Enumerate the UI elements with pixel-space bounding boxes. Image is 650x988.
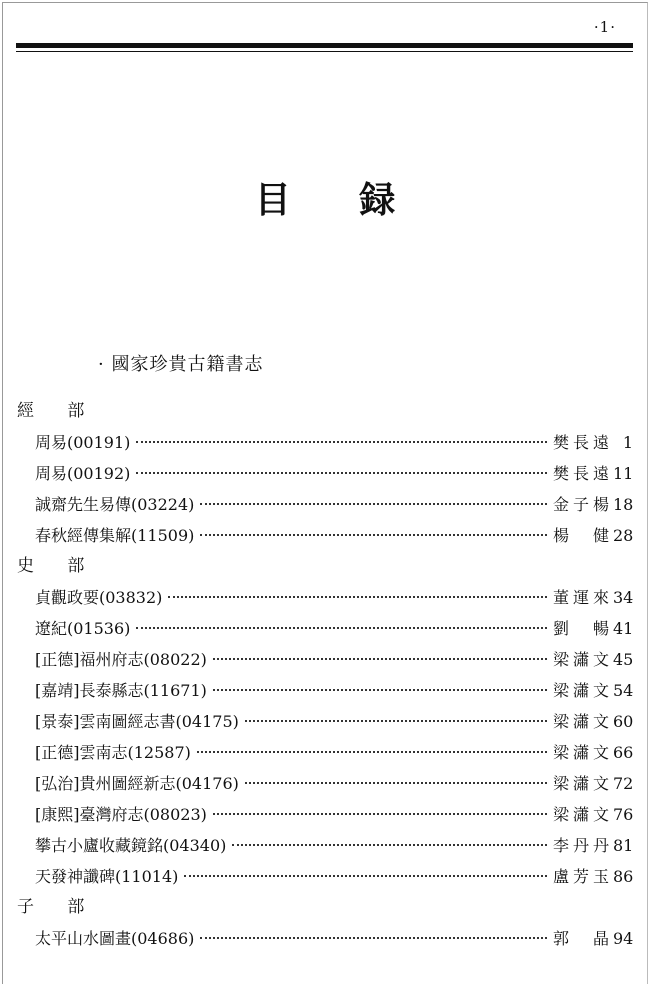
entry-page-number: 72: [613, 774, 634, 793]
entry-title: [正德]雲南志(12587): [35, 743, 191, 762]
toc-entry[interactable]: [0, 799, 650, 830]
table-of-contents: [0, 396, 650, 954]
section-heading: 經 部: [17, 401, 99, 421]
entry-title: 攀古小廬收藏鏡銘(04340): [35, 836, 227, 855]
entry-page-number: 86: [613, 867, 634, 886]
entry-title: [景泰]雲南圖經志書(04175): [35, 712, 239, 731]
entry-title: [弘治]貴州圖經新志(04176): [35, 774, 239, 793]
toc-entry[interactable]: [0, 737, 650, 768]
entry-title: 天發神讖碑(11014): [35, 867, 179, 886]
dot-leader: [136, 441, 547, 443]
dot-leader: [213, 689, 547, 691]
dot-leader: [213, 658, 547, 660]
entry-page-number: 18: [613, 495, 634, 514]
entry-title: [康熙]臺灣府志(08023): [35, 805, 207, 824]
toc-entry[interactable]: [0, 489, 650, 520]
entry-page-number: 45: [613, 650, 634, 669]
entry-author: 梁瀟文: [553, 681, 609, 700]
entry-author: 李丹丹: [553, 836, 609, 855]
page-title: 目 録: [254, 179, 424, 221]
entry-title: 春秋經傳集解(11509): [35, 526, 195, 545]
dot-leader: [136, 627, 547, 629]
entry-title: 太平山水圖畫(04686): [35, 929, 195, 948]
entry-page-number: 54: [613, 681, 634, 700]
entry-title: 遼紀(01536): [35, 619, 131, 638]
entry-author: 劉 暢: [553, 619, 609, 638]
toc-entry[interactable]: [0, 861, 650, 892]
entry-author: 樊長遠: [553, 433, 609, 452]
entry-author: 梁瀟文: [553, 774, 609, 793]
entry-author: 梁瀟文: [553, 805, 609, 824]
section-heading: 子 部: [17, 897, 99, 917]
entry-title: [正德]福州府志(08022): [35, 650, 207, 669]
entry-author: 金子楊: [553, 495, 609, 514]
toc-entry[interactable]: [0, 613, 650, 644]
dot-leader: [168, 596, 547, 598]
dot-leader: [213, 813, 547, 815]
entry-page-number: 60: [613, 712, 634, 731]
entry-page-number: 11: [613, 464, 634, 483]
entry-author: 梁瀟文: [553, 743, 609, 762]
entry-page-number: 81: [613, 836, 634, 855]
dot-leader: [200, 937, 547, 939]
toc-entry[interactable]: [0, 427, 650, 458]
entry-author: 楊 健: [553, 526, 609, 545]
toc-entry[interactable]: [0, 830, 650, 861]
toc-entry[interactable]: [0, 706, 650, 737]
entry-page-number: 41: [613, 619, 634, 638]
entry-page-number: 34: [613, 588, 634, 607]
dot-leader: [200, 534, 547, 536]
collection-title: · 國家珍貴古籍書志: [98, 354, 264, 375]
toc-entry[interactable]: [0, 768, 650, 799]
entry-title: 貞觀政要(03832): [35, 588, 163, 607]
entry-title: 周易(00191): [35, 433, 131, 452]
toc-entry[interactable]: [0, 923, 650, 954]
entry-page-number: 76: [613, 805, 634, 824]
header-rule-thick: [16, 43, 633, 48]
entry-author: 董運來: [553, 588, 609, 607]
dot-leader: [245, 782, 547, 784]
dot-leader: [197, 751, 547, 753]
section-heading: 史 部: [17, 556, 99, 576]
dot-leader: [136, 472, 547, 474]
entry-author: 樊長遠: [553, 464, 609, 483]
header-rule-thin: [16, 51, 633, 52]
toc-entry[interactable]: [0, 582, 650, 613]
entry-author: 盧芳玉: [553, 867, 609, 886]
entry-title: [嘉靖]長泰縣志(11671): [35, 681, 207, 700]
entry-author: 梁瀟文: [553, 712, 609, 731]
toc-entry[interactable]: [0, 520, 650, 551]
toc-entry[interactable]: [0, 458, 650, 489]
entry-author: 郭 晶: [553, 929, 609, 948]
entry-page-number: 1: [622, 433, 633, 452]
entry-page-number: 66: [613, 743, 634, 762]
page-number: ·1·: [593, 18, 616, 36]
toc-entry[interactable]: [0, 644, 650, 675]
dot-leader: [232, 844, 547, 846]
dot-leader: [245, 720, 547, 722]
entry-page-number: 94: [613, 929, 634, 948]
entry-author: 梁瀟文: [553, 650, 609, 669]
entry-title: 周易(00192): [35, 464, 131, 483]
entry-page-number: 28: [613, 526, 634, 545]
toc-entry[interactable]: [0, 675, 650, 706]
entry-title: 誠齋先生易傳(03224): [35, 495, 195, 514]
dot-leader: [184, 875, 547, 877]
dot-leader: [200, 503, 547, 505]
